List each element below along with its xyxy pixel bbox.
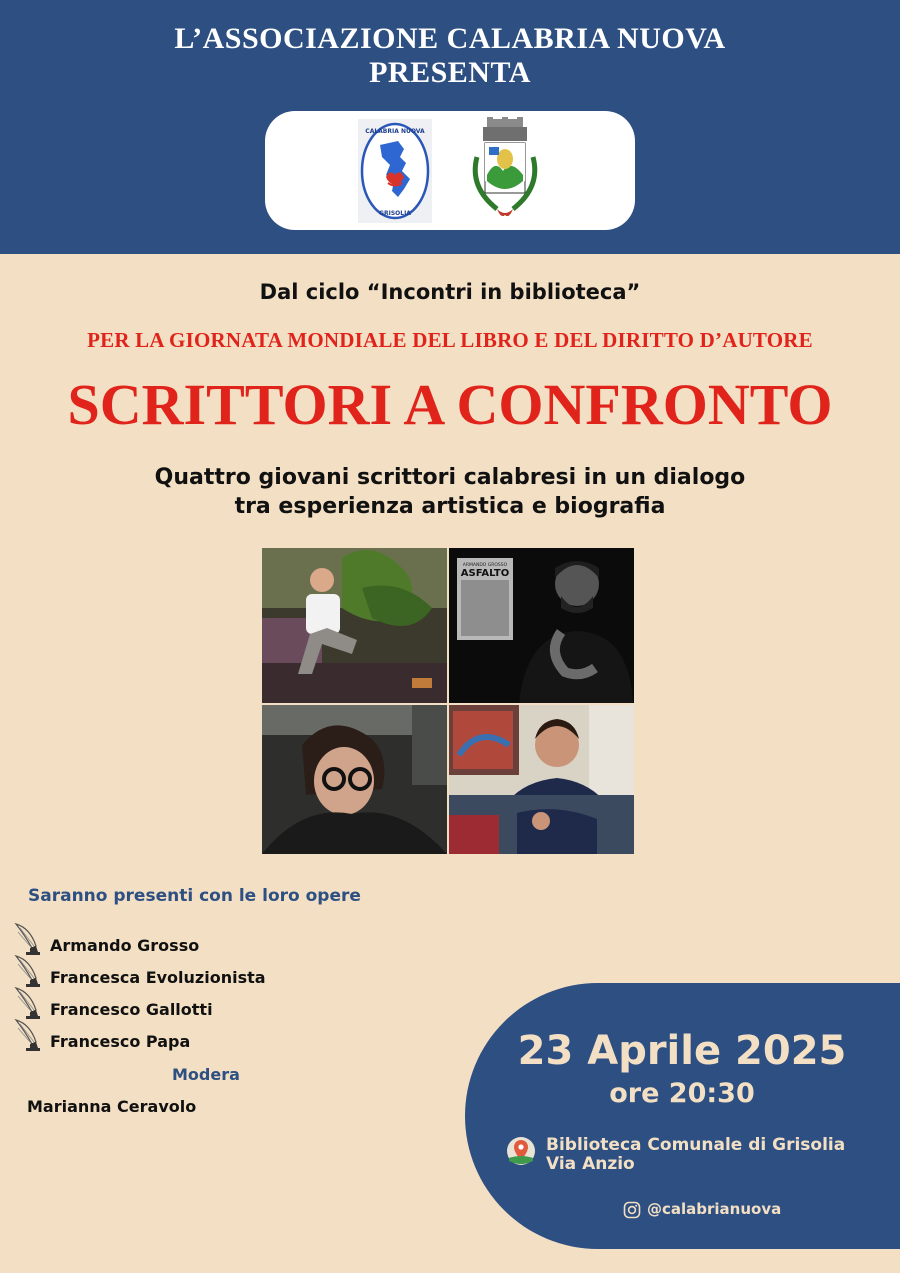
cycle-text: Dal ciclo “Incontri in biblioteca” <box>259 280 641 304</box>
list-item <box>12 962 412 994</box>
logo-assoc-bottom-text: GRISOLIA <box>379 210 411 217</box>
author-name: Francesca Evoluzionista <box>50 968 266 987</box>
event-subtitle <box>0 463 900 521</box>
comune-crest-icon <box>463 117 547 225</box>
quill-pen-icon <box>12 986 42 1020</box>
list-item <box>12 994 412 1026</box>
venue-line-2: Via Anzio <box>546 1154 635 1174</box>
calabria-map-logo-icon <box>358 119 432 223</box>
header-line-2: PRESENTA <box>369 56 531 89</box>
quill-pen-icon <box>12 954 42 988</box>
quill-pen-icon <box>12 922 42 956</box>
participants-heading: Saranno presenti con le loro opere <box>28 886 361 906</box>
instagram-icon <box>623 1201 641 1219</box>
author-photo-3 <box>262 705 447 854</box>
modera-label: Modera <box>172 1065 240 1084</box>
event-venue <box>546 1136 845 1174</box>
author-photo-1 <box>262 548 447 703</box>
authors-photo-collage <box>262 548 634 854</box>
author-photo-4 <box>449 705 634 854</box>
event-time: ore 20:30 <box>609 1078 755 1109</box>
author-name: Francesco Papa <box>50 1032 191 1051</box>
instagram-handle[interactable]: @calabrianuova <box>647 1200 782 1218</box>
occasion-text: PER LA GIORNATA MONDIALE DEL LIBRO E DEL DIRITTO D’AUTORE <box>87 328 813 352</box>
logo-box <box>265 111 635 230</box>
book-author-text: ARMANDO GROSSO <box>462 563 508 568</box>
event-title: SCRITTORI A CONFRONTO <box>67 372 833 437</box>
author-name: Francesco Gallotti <box>50 1000 213 1019</box>
subtitle-line-1: Quattro giovani scrittori calabresi in un dialogo <box>154 465 746 490</box>
header-title <box>0 22 900 90</box>
location-pin-icon <box>506 1134 536 1168</box>
header-banner <box>0 0 900 254</box>
subtitle-line-2: tra esperienza artistica e biografia <box>234 494 666 519</box>
author-name: Armando Grosso <box>50 936 200 955</box>
list-item <box>12 930 412 962</box>
header-line-1: L’ASSOCIAZIONE CALABRIA NUOVA <box>174 22 726 55</box>
author-photo-2 <box>449 548 634 703</box>
book-title-text: ASFALTO <box>460 568 510 579</box>
logo-assoc-top-text: CALABRIA NUOVA <box>365 128 425 135</box>
moderator-name: Marianna Ceravolo <box>27 1097 197 1116</box>
venue-line-1: Biblioteca Comunale di Grisolia <box>546 1135 846 1155</box>
event-date: 23 Aprile 2025 <box>517 1028 847 1074</box>
